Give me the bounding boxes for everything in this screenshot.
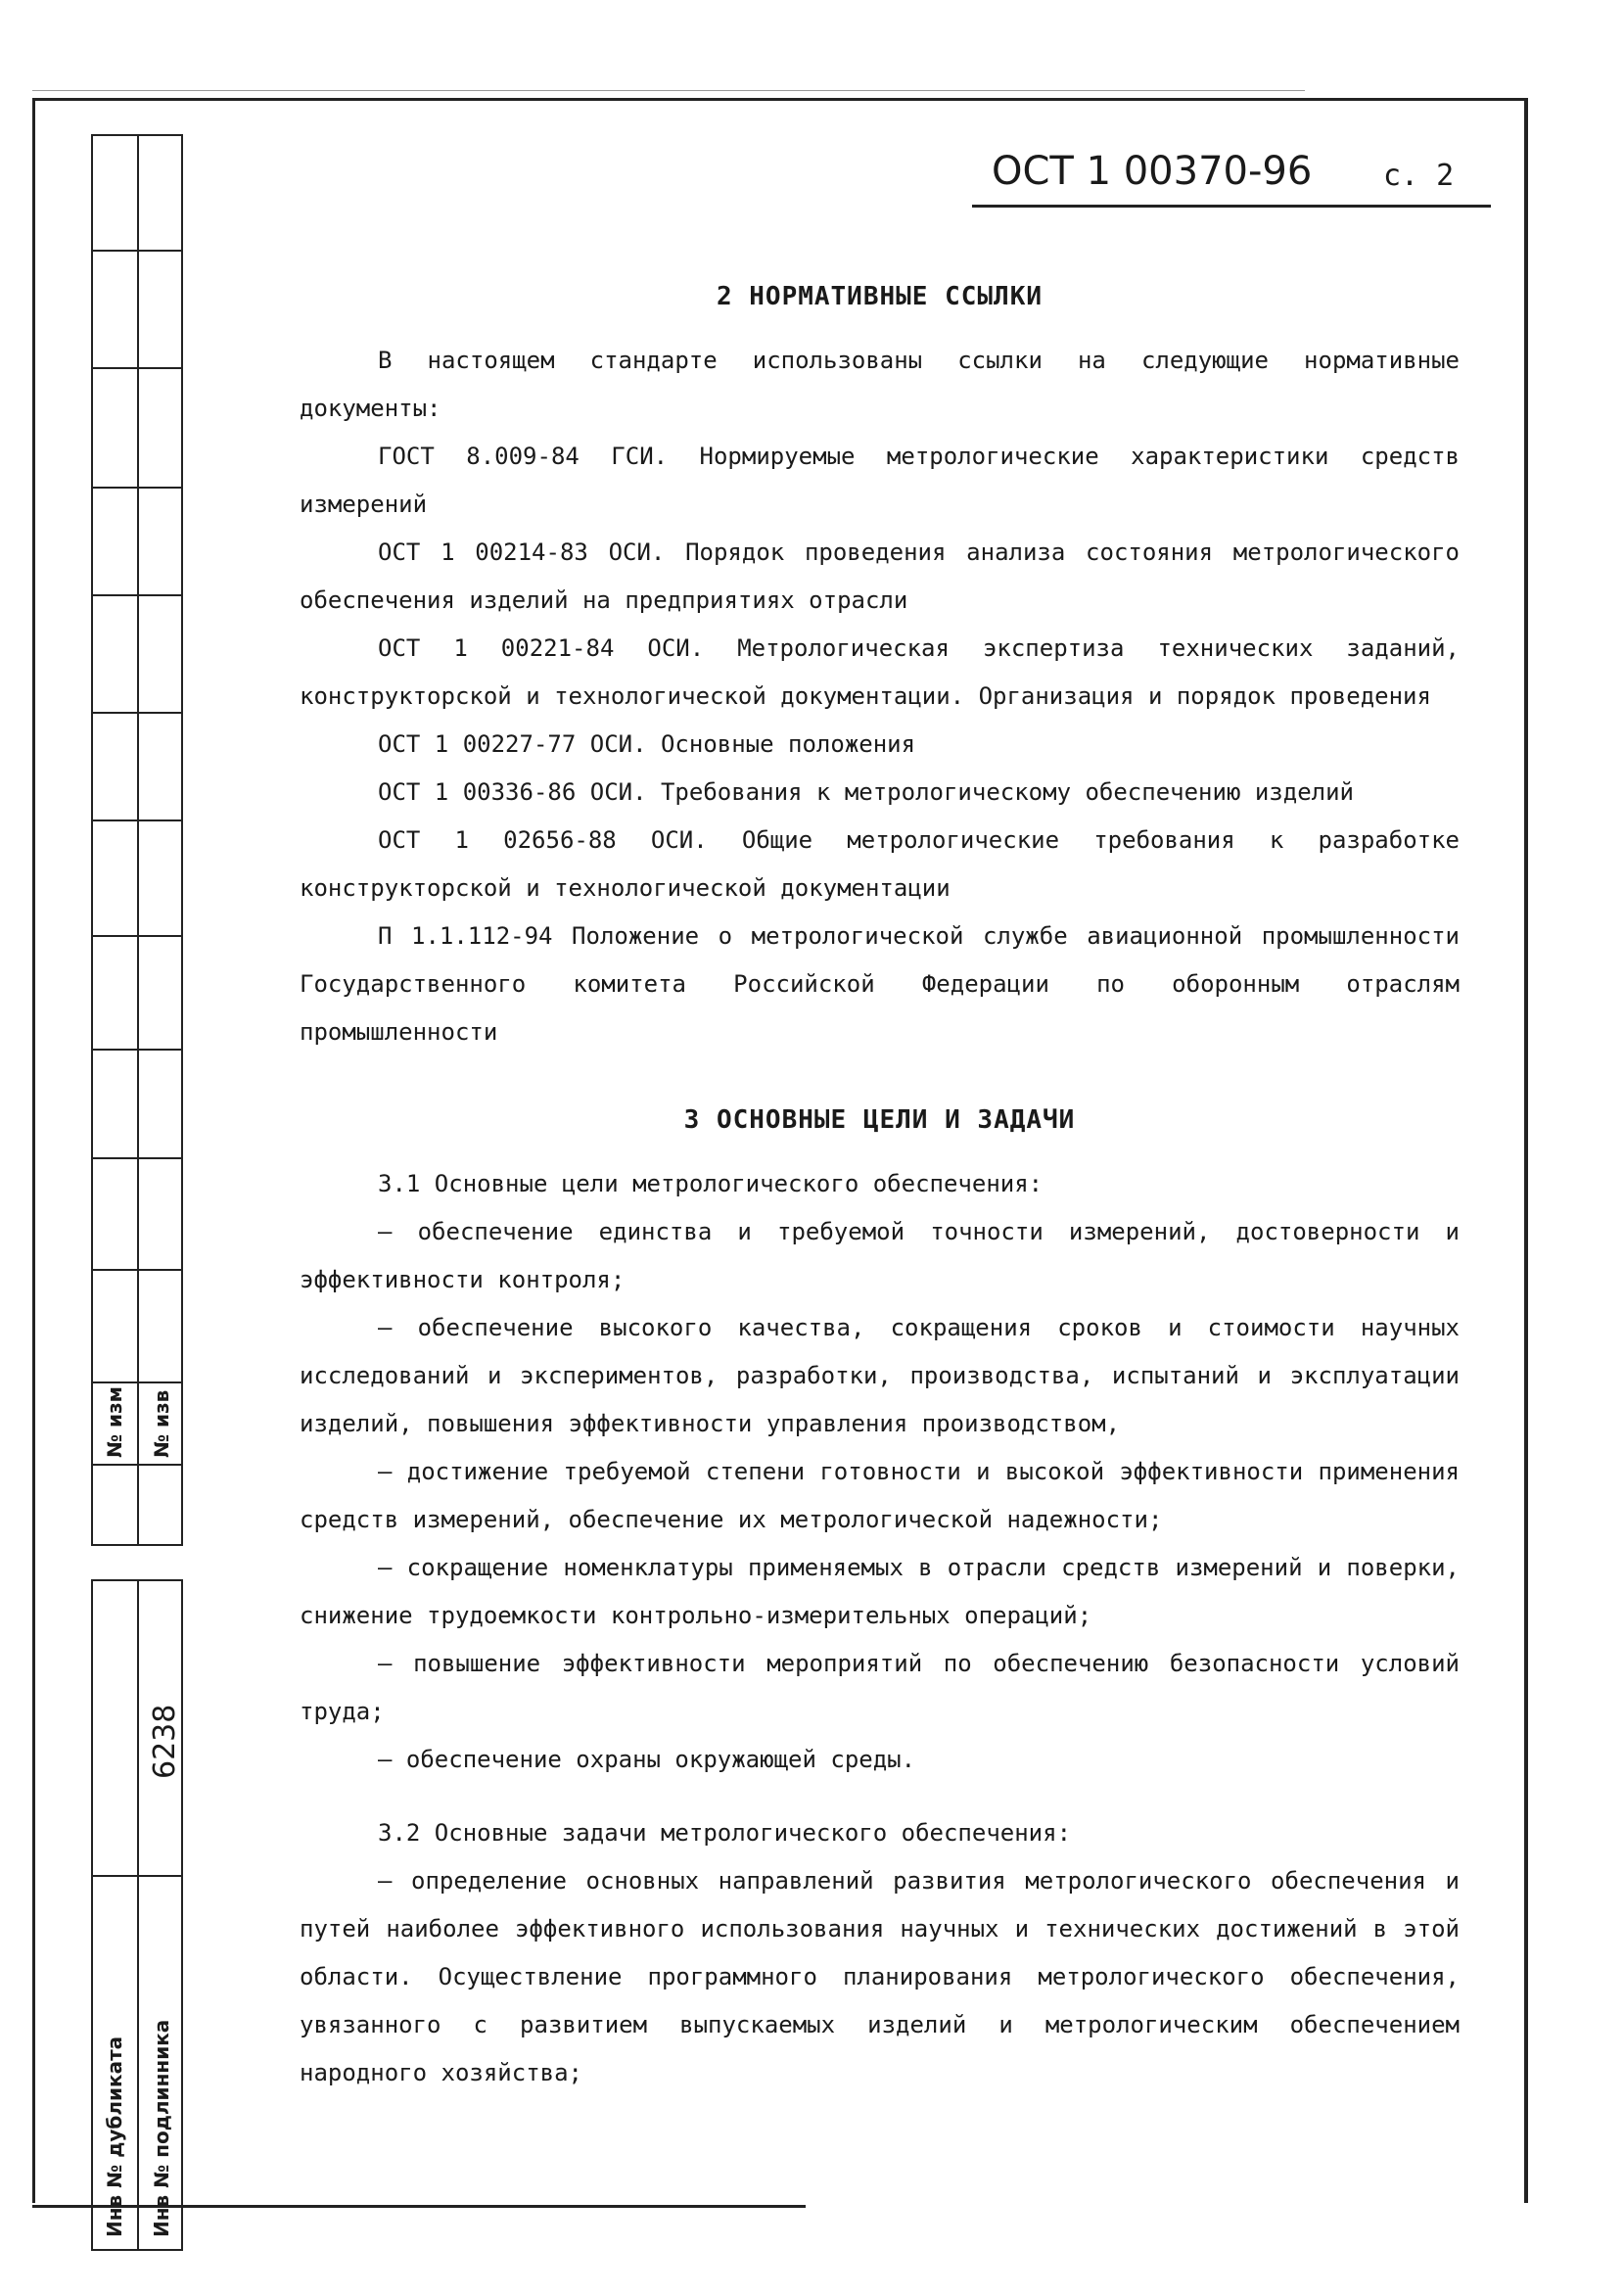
ref-ost-00336: ОСТ 1 00336-86 ОСИ. Требования к метрологическому обеспечению изделий bbox=[378, 778, 1354, 806]
ref-ost-00214: ОСТ 1 00214-83 ОСИ. Порядок проведения анализа состояния метрологического обеспечения изделий на предприятиях отрасли bbox=[300, 538, 1460, 614]
goal-item: – обеспечение единства и требуемой точности измерений, достоверности и эффективности контроля; bbox=[300, 1218, 1460, 1293]
stamp-cell-line bbox=[91, 487, 183, 489]
stamp-cell-line bbox=[91, 1544, 183, 1546]
goal-item: – повышение эффективности мероприятий по обеспечению безопасности условий труда; bbox=[300, 1650, 1460, 1725]
goal-item: – обеспечение высокого качества, сокращения сроков и стоимости научных исследований и экспериментов, разработки, производства, испытаний и эксплуатации изделий, повышения эффективности управления производством, bbox=[300, 1314, 1460, 1437]
stamp-cell-line bbox=[91, 712, 183, 714]
ref-ost-00227: ОСТ 1 00227-77 ОСИ. Основные положения bbox=[378, 730, 916, 758]
stamp-no-izv: № изв bbox=[150, 1389, 173, 1458]
section-2-title: 2 НОРМАТИВНЫЕ ССЫЛКИ bbox=[716, 282, 1044, 311]
document-body bbox=[300, 282, 1460, 2097]
clause-3-2: 3.2 Основные задачи метрологического обеспечения: bbox=[378, 1819, 1072, 1847]
ref-gost-8-009: ГОСТ 8.009-84 ГСИ. Нормируемые метрологические характеристики средств измерений bbox=[300, 443, 1460, 518]
stamp-cell-line bbox=[91, 1157, 183, 1159]
goal-item: – обеспечение охраны окружающей среды. bbox=[378, 1746, 916, 1773]
page-number: с. 2 bbox=[1383, 159, 1455, 193]
stamp-no-izm: № изм bbox=[103, 1385, 126, 1458]
stamp-cell-line bbox=[91, 819, 183, 821]
ref-ost-02656: ОСТ 1 02656-88 ОСИ. Общие метрологические требования к разработке конструкторской и технологической документации bbox=[300, 826, 1460, 902]
header-rule bbox=[972, 205, 1491, 208]
scan-artifact-line bbox=[32, 90, 1305, 91]
stamp-inv-dub: Инв № дубликата bbox=[103, 2036, 126, 2237]
stamp-cell-line bbox=[91, 367, 183, 369]
stamp-cell-line bbox=[91, 1579, 183, 1581]
stamp-orig-number: 6238 bbox=[148, 1704, 182, 1779]
stamp-cell-line bbox=[91, 935, 183, 937]
stamp-cell-line bbox=[91, 1269, 183, 1271]
doc-code: ОСТ 1 00370-96 bbox=[992, 149, 1313, 194]
clause-3-1: 3.1 Основные цели метрологического обеспечения: bbox=[378, 1170, 1044, 1197]
goal-item: – сокращение номенклатуры применяемых в отрасли средств измерений и поверки, снижение трудоемкости контрольно-измерительных операций; bbox=[300, 1554, 1460, 1629]
task-item: – определение основных направлений развития метрологического обеспечения и путей наиболее эффективного использования научных и технических достижений в этой области. Осуществление программного планирования метрологического обеспечения, увязанного с развитием выпускаемых изделий и метрологическим обеспечением народного хозяйства; bbox=[300, 1867, 1460, 2086]
ref-p-1-1-112: П 1.1.112-94 Положение о метрологической службе авиационной промышленности Государственного комитета Российской Федерации по оборонным отраслям промышленности bbox=[300, 922, 1460, 1046]
stamp-cell-line bbox=[91, 594, 183, 596]
stamp-cell-line bbox=[91, 250, 183, 252]
stamp-cell-line bbox=[91, 1875, 183, 1877]
stamp-cell-line bbox=[91, 1049, 183, 1051]
stamp-strip bbox=[91, 134, 183, 2251]
goal-item: – достижение требуемой степени готовности и высокой эффективности применения средств измерений, обеспечение их метрологической надежности; bbox=[300, 1458, 1460, 1533]
stamp-cell-line bbox=[91, 1381, 183, 1383]
stamp-gap bbox=[91, 1544, 183, 1579]
stamp-cell-line bbox=[91, 1464, 183, 1466]
ref-ost-00221: ОСТ 1 00221-84 ОСИ. Метрологическая экспертиза технических заданий, конструкторской и технологической документации. Организация и порядок проведения bbox=[300, 634, 1460, 710]
stamp-inv-orig: Инв № подлинника bbox=[150, 2019, 173, 2237]
section-3-title: 3 ОСНОВНЫЕ ЦЕЛИ И ЗАДАЧИ bbox=[683, 1105, 1076, 1135]
section-2-intro: В настоящем стандарте использованы ссылки на следующие нормативные документы: bbox=[300, 347, 1460, 422]
stamp-strip-box bbox=[91, 134, 183, 2251]
